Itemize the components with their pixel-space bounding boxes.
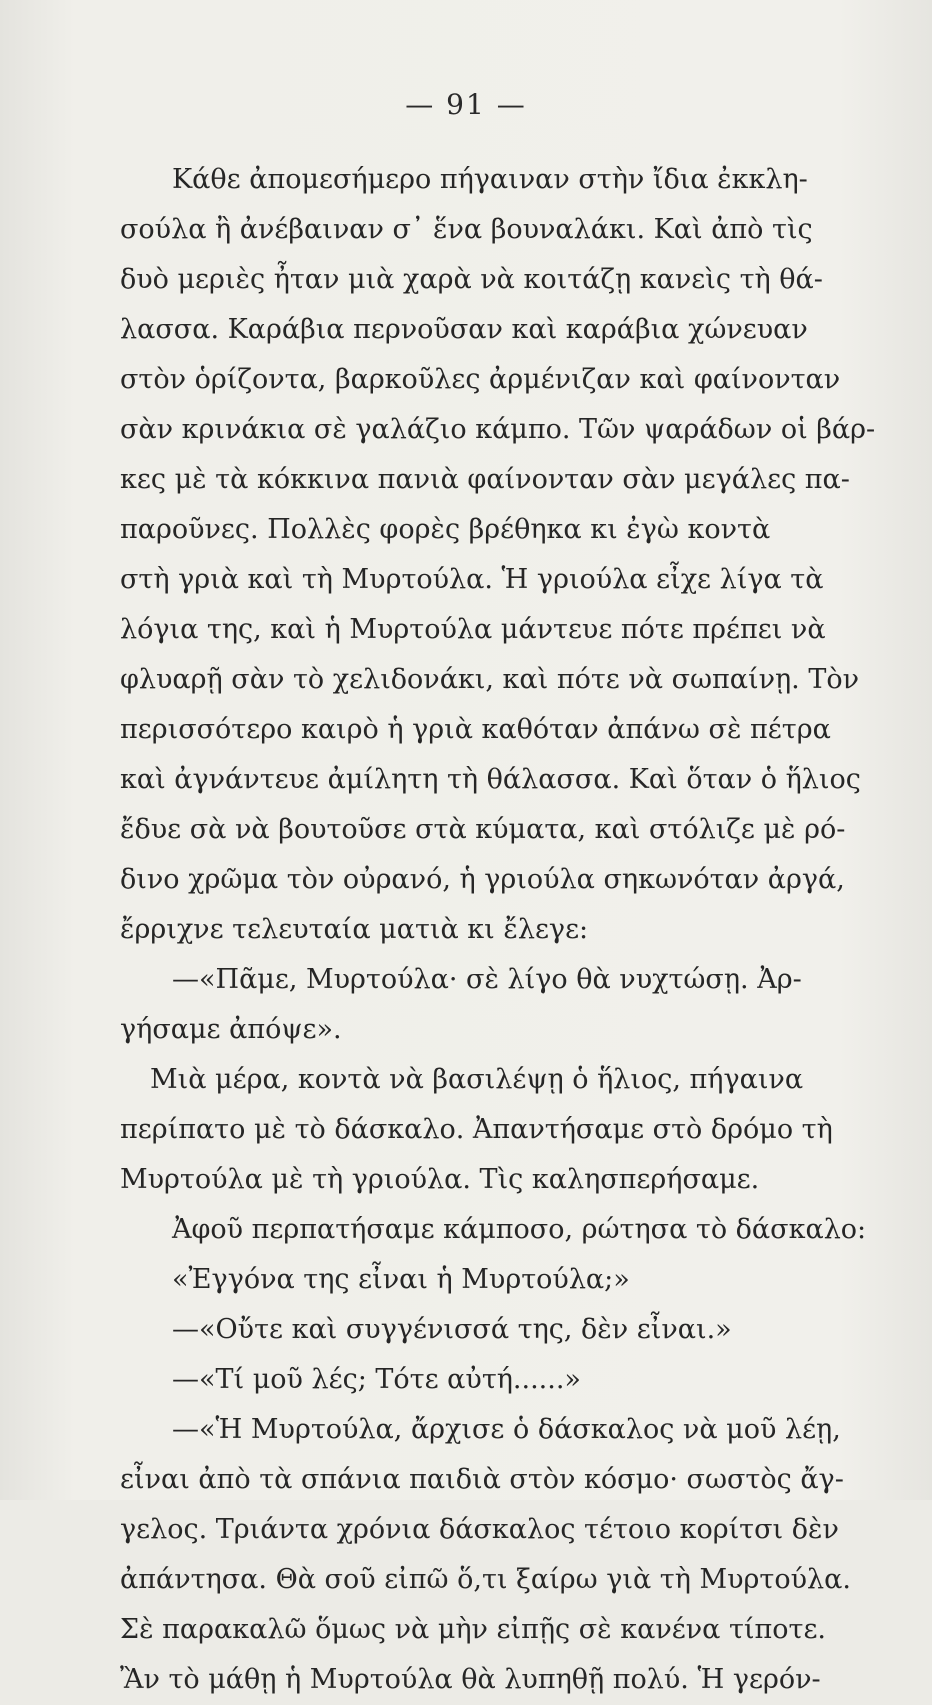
text-line: γήσαμε ἀπόψε». xyxy=(120,1014,342,1045)
text-line: φλυαρῇ σὰν τὸ χελιδονάκι, καὶ πότε νὰ σωπαίνῃ. Τὸν xyxy=(120,664,860,695)
text-line: Μιὰ μέρα, κοντὰ νὰ βασιλέψῃ ὁ ἥλιος, πήγαινα xyxy=(150,1064,804,1095)
text-line: ἀπάντησα. Θὰ σοῦ εἰπῶ ὅ,τι ξαίρω γιὰ τὴ Μυρτούλα. xyxy=(120,1564,851,1595)
text-line: ἔρριχνε τελευταία ματιὰ κι ἔλεγε: xyxy=(120,914,589,945)
text-line: περισσότερο καιρὸ ἡ γριὰ καθόταν ἀπάνω σὲ πέτρα xyxy=(120,714,831,745)
text-line: «Ἐγγόνα της εἶναι ἡ Μυρτούλα;» xyxy=(172,1264,630,1295)
text-line: παροῦνες. Πολλὲς φορὲς βρέθηκα κι ἐγὼ κοντὰ xyxy=(120,514,771,545)
text-line: στὸν ὁρίζοντα, βαρκοῦλες ἀρμένιζαν καὶ φαίνονταν xyxy=(120,364,841,395)
text-line: εἶναι ἀπὸ τὰ σπάνια παιδιὰ στὸν κόσμο· σωστὸς ἄγ- xyxy=(120,1464,844,1495)
text-line: —«Τί μοῦ λές; Τότε αὐτή......» xyxy=(172,1364,581,1395)
text-line: Σὲ παρακαλῶ ὅμως νὰ μὴν εἰπῇς σὲ κανένα τίποτε. xyxy=(120,1614,827,1645)
text-line: γελος. Τριάντα χρόνια δάσκαλος τέτοιο κορίτσι δὲν xyxy=(120,1514,839,1545)
text-line: —«Ἡ Μυρτούλα, ἄρχισε ὁ δάσκαλος νὰ μοῦ λέῃ, xyxy=(172,1414,841,1445)
text-line: δυὸ μεριὲς ἦταν μιὰ χαρὰ νὰ κοιτάζῃ κανεὶς τὴ θά- xyxy=(120,264,823,295)
text-line: Ἂν τὸ μάθῃ ἡ Μυρτούλα θὰ λυπηθῇ πολύ. Ἡ γερόν- xyxy=(120,1664,821,1695)
text-line: δινο χρῶμα τὸν οὐρανό, ἡ γριούλα σηκωνόταν ἀργά, xyxy=(120,864,845,895)
text-line: κες μὲ τὰ κόκκινα πανιὰ φαίνονταν σὰν μεγάλες πα- xyxy=(120,464,850,495)
text-line: —«Πᾶμε, Μυρτούλα· σὲ λίγο θὰ νυχτώσῃ. Ἀρ- xyxy=(172,964,802,995)
text-line: ἔδυε σὰ νὰ βουτοῦσε στὰ κύματα, καὶ στόλιζε μὲ ρό- xyxy=(120,814,846,845)
page-number: — 91 — xyxy=(405,88,527,121)
text-line: περίπατο μὲ τὸ δάσκαλο. Ἀπαντήσαμε στὸ δρόμο τὴ xyxy=(120,1114,833,1145)
text-line: Κάθε ἀπομεσήμερο πήγαιναν στὴν ἴδια ἐκκλη- xyxy=(172,164,808,195)
text-line: Ἀφοῦ περπατήσαμε κάμποσο, ρώτησα τὸ δάσκαλο: xyxy=(172,1214,867,1245)
text-line: καὶ ἀγνάντευε ἀμίλητη τὴ θάλασσα. Καὶ ὅταν ὁ ἥλιος xyxy=(120,764,861,795)
text-line: λόγια της, καὶ ἡ Μυρτούλα μάντευε πότε πρέπει νὰ xyxy=(120,614,826,645)
text-line: στὴ γριὰ καὶ τὴ Μυρτούλα. Ἡ γριούλα εἶχε λίγα τὰ xyxy=(120,564,824,595)
text-line: λασσα. Καράβια περνοῦσαν καὶ καράβια χώνευαν xyxy=(120,314,808,345)
text-line: Μυρτούλα μὲ τὴ γριούλα. Τὶς καλησπερήσαμε. xyxy=(120,1164,760,1195)
text-line: σούλα ἢ ἀνέβαιναν σ᾿ ἕνα βουναλάκι. Καὶ ἀπὸ τὶς xyxy=(120,214,813,245)
text-line: —«Οὔτε καὶ συγγένισσά της, δὲν εἶναι.» xyxy=(172,1314,732,1345)
body-text xyxy=(120,155,900,1705)
text-line: σὰν κρινάκια σὲ γαλάζιο κάμπο. Τῶν ψαράδων οἱ βάρ- xyxy=(120,414,876,445)
